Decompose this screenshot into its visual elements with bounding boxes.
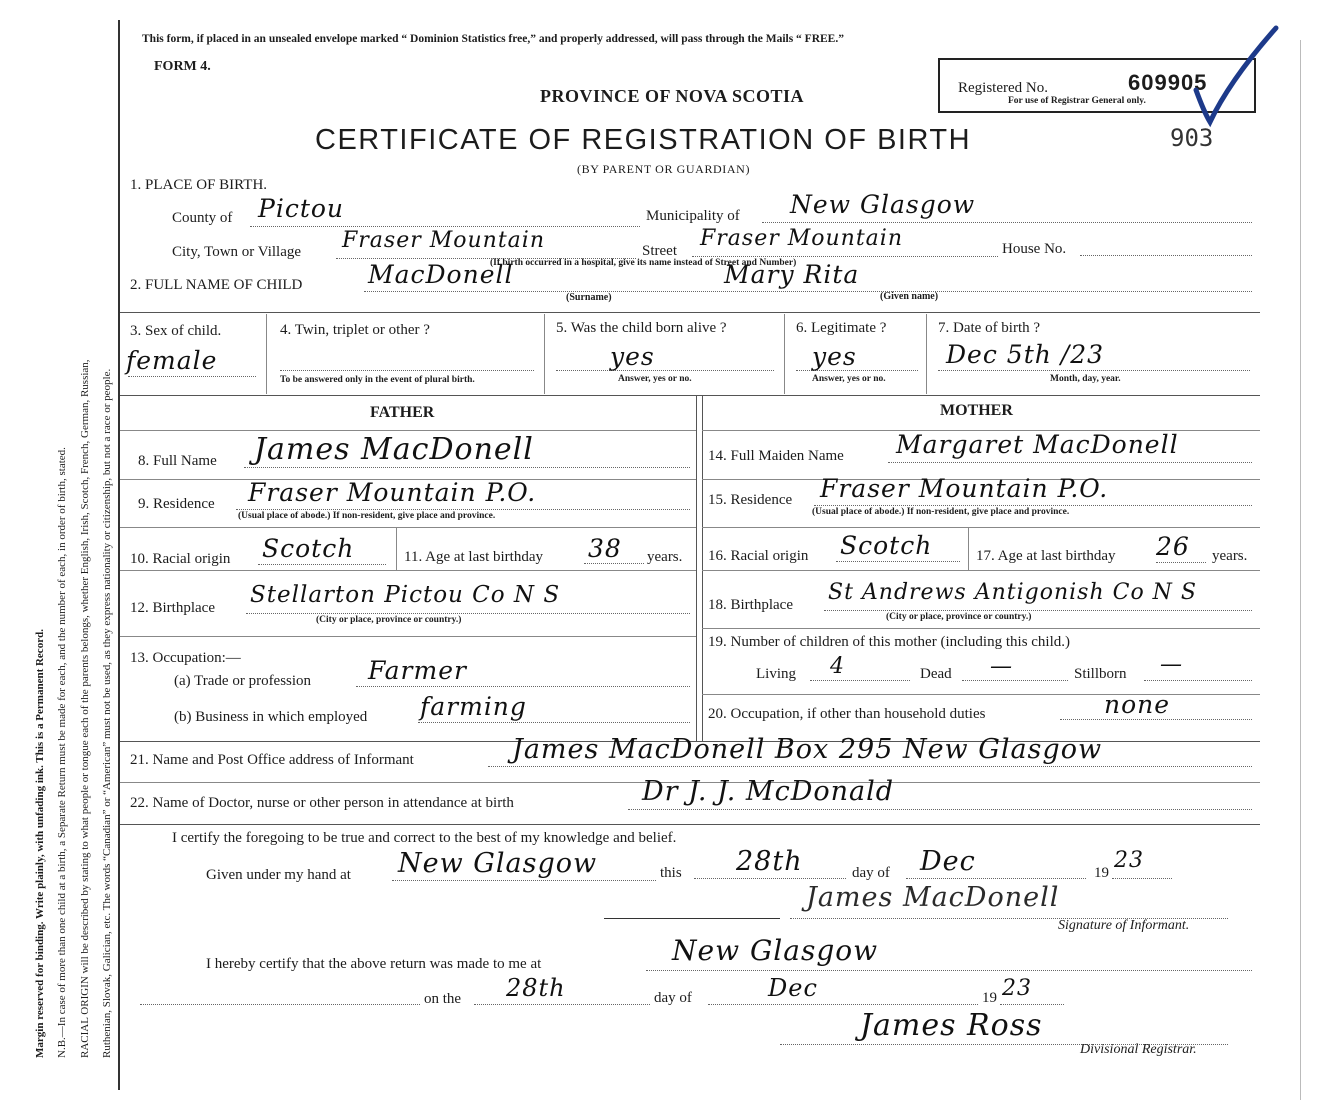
doctor-label: 22. Name of Doctor, nurse or other person in attendance at birth <box>130 795 514 811</box>
given-year-value: 23 <box>1114 848 1144 873</box>
doctor-value: Dr J. J. McDonald <box>642 776 894 807</box>
page-subtitle: (BY PARENT OR GUARDIAN) <box>577 162 751 176</box>
business-label: (b) Business in which employed <box>174 709 368 725</box>
informant-signature: James MacDonell <box>806 882 1060 913</box>
plural-birth-note: N.B.—In case of more than one child at a birth, a Separate Return must be made for each, and the number of each, in order of birth, stated. <box>56 447 68 1058</box>
father-years-label: years. <box>647 549 683 565</box>
mother-racial-label: 16. Racial origin <box>708 548 809 564</box>
place-of-birth-label: 1. PLACE OF BIRTH. <box>130 177 268 193</box>
father-age-label: 11. Age at last birthday <box>404 549 543 565</box>
registered-number: 609905 <box>1128 70 1208 95</box>
child-name-label: 2. FULL NAME OF CHILD <box>130 277 303 293</box>
racial-origin-note-1: RACIAL ORIGIN will be described by stating to what people or tongue each of the parents belongs, whether English, Irish, Scotch, French, German, Russian, <box>79 359 91 1058</box>
father-birthplace-label: 12. Birthplace <box>130 600 215 616</box>
informant-signature-caption: Signature of Informant. <box>1058 918 1190 933</box>
trade-label: (a) Trade or profession <box>174 673 312 689</box>
city-value: Fraser Mountain <box>342 228 545 253</box>
children-count-label: 19. Number of children of this mother (including this child.) <box>708 634 1071 650</box>
dob-value: Dec 5th /23 <box>946 340 1105 369</box>
mail-notice: This form, if placed in an unsealed envelope marked “ Dominion Statistics free,” and properly addressed, will pass through the Mails “ FREE.” <box>142 33 844 45</box>
registrar-month-value: Dec <box>768 974 818 1002</box>
house-label: House No. <box>1002 241 1067 257</box>
dob-label: 7. Date of birth ? <box>938 320 1041 336</box>
father-heading: FATHER <box>370 404 435 421</box>
mother-residence-value: Fraser Mountain P.O. <box>820 474 1109 503</box>
father-birthplace-value: Stellarton Pictou Co N S <box>250 582 561 608</box>
sex-label: 3. Sex of child. <box>130 323 222 339</box>
given-place-value: New Glasgow <box>398 848 598 879</box>
page-title: CERTIFICATE OF REGISTRATION OF BIRTH <box>315 124 972 156</box>
stillborn-value: — <box>1160 652 1183 677</box>
mother-abode-note: (Usual place of abode.) If non-resident, give place and province. <box>812 507 1070 517</box>
given-under-label: Given under my hand at <box>206 867 351 883</box>
informant-value: James MacDonell Box 295 New Glasgow <box>512 734 1103 765</box>
mother-birthplace-value: St Andrews Antigonish Co N S <box>828 580 1197 605</box>
legitimate-value: yes <box>812 342 857 371</box>
margin-rule <box>118 20 120 1090</box>
dob-note: Month, day, year. <box>1050 374 1121 384</box>
year-prefix: 19 <box>1094 865 1109 881</box>
child-given-value: Mary Rita <box>724 260 860 289</box>
registrar-only-note: For use of Registrar General only. <box>1008 96 1146 106</box>
mother-birthplace-label: 18. Birthplace <box>708 597 793 613</box>
father-age-value: 38 <box>588 534 622 563</box>
given-day-value: 28th <box>736 846 803 877</box>
street-value: Fraser Mountain <box>700 226 903 251</box>
dead-value: — <box>990 654 1013 679</box>
page-edge <box>1300 40 1301 1100</box>
this-label: this <box>660 865 682 881</box>
county-label: County of <box>172 210 233 226</box>
registrar-signature: James Ross <box>860 1008 1043 1043</box>
municipality-label: Municipality of <box>646 208 740 224</box>
mother-age-label: 17. Age at last birthday <box>976 548 1116 564</box>
stillborn-label: Stillborn <box>1074 666 1127 682</box>
stamp-number: 903 <box>1170 124 1214 152</box>
mother-heading: MOTHER <box>940 402 1013 419</box>
father-residence-label: 9. Residence <box>138 496 215 512</box>
born-alive-value: yes <box>610 342 655 371</box>
born-alive-note: Answer, yes or no. <box>618 374 692 384</box>
legitimate-note: Answer, yes or no. <box>812 374 886 384</box>
county-value: Pictou <box>258 194 345 223</box>
sex-value: female <box>126 346 218 375</box>
father-abode-note: (Usual place of abode.) If non-resident, give place and province. <box>238 511 496 521</box>
certify-text: I certify the foregoing to be true and correct to the best of my knowledge and belief. <box>172 830 677 846</box>
mother-residence-label: 15. Residence <box>708 492 793 508</box>
province-heading: PROVINCE OF NOVA SCOTIA <box>540 86 805 106</box>
racial-origin-note-2: Ruthenian, Slovak, Galician, etc. The words “Canadian” or “American” must not be used, as they express nationality or citizenship, but not a race or people. <box>101 368 113 1058</box>
father-birthplace-note: (City or place, province or country.) <box>316 615 462 625</box>
father-name-value: James MacDonell <box>254 432 534 467</box>
registrar-day-value: 28th <box>506 974 566 1002</box>
father-racial-value: Scotch <box>262 534 355 563</box>
municipality-value: New Glasgow <box>790 190 976 219</box>
check-mark-icon <box>1190 20 1280 130</box>
day-of-label: day of <box>852 865 890 881</box>
mother-name-value: Margaret MacDonell <box>896 430 1179 459</box>
living-label: Living <box>756 666 796 682</box>
legitimate-label: 6. Legitimate ? <box>796 320 887 336</box>
twin-note: To be answered only in the event of plural birth. <box>280 375 475 385</box>
surname-caption: (Surname) <box>566 292 612 303</box>
trade-value: Farmer <box>368 656 467 685</box>
registrar-year-prefix: 19 <box>982 990 997 1006</box>
born-alive-label: 5. Was the child born alive ? <box>556 320 727 336</box>
given-month-value: Dec <box>920 846 976 877</box>
registered-label: Registered No. <box>958 80 1048 96</box>
living-value: 4 <box>830 654 845 679</box>
father-racial-label: 10. Racial origin <box>130 551 231 567</box>
registrar-signature-caption: Divisional Registrar. <box>1080 1042 1197 1057</box>
father-occupation-label: 13. Occupation:— <box>130 650 241 666</box>
hospital-note: (If birth occurred in a hospital, give its name instead of Street and Number) <box>490 258 797 268</box>
informant-label: 21. Name and Post Office address of Informant <box>130 752 414 768</box>
on-the-label: on the <box>424 991 462 1007</box>
mother-occupation-value: none <box>1104 690 1171 719</box>
registrar-place-value: New Glasgow <box>672 934 879 967</box>
city-label: City, Town or Village <box>172 244 302 260</box>
registrar-day-of-label: day of <box>654 990 692 1006</box>
mother-racial-value: Scotch <box>840 531 933 560</box>
street-label: Street <box>642 243 677 259</box>
father-name-label: 8. Full Name <box>138 453 217 469</box>
business-value: farming <box>420 692 527 721</box>
given-caption: (Given name) <box>880 291 939 302</box>
mother-name-label: 14. Full Maiden Name <box>708 448 844 464</box>
mother-birthplace-note: (City or place, province or country.) <box>886 612 1032 622</box>
mother-years-label: years. <box>1212 548 1248 564</box>
registrar-certify-text: I hereby certify that the above return was made to me at <box>206 956 542 972</box>
dead-label: Dead <box>920 666 952 682</box>
margin-note: Margin reserved for binding. Write plainly, with unfading ink. This is a Permanent Record. <box>34 629 46 1058</box>
binding-margin <box>0 0 120 1107</box>
mother-age-value: 26 <box>1156 532 1190 561</box>
child-surname-value: MacDonell <box>368 260 514 289</box>
father-residence-value: Fraser Mountain P.O. <box>248 478 537 507</box>
registrar-year-value: 23 <box>1002 976 1032 1001</box>
form-number: FORM 4. <box>154 59 211 74</box>
twin-label: 4. Twin, triplet or other ? <box>280 322 430 338</box>
mother-occupation-label: 20. Occupation, if other than household duties <box>708 706 986 722</box>
